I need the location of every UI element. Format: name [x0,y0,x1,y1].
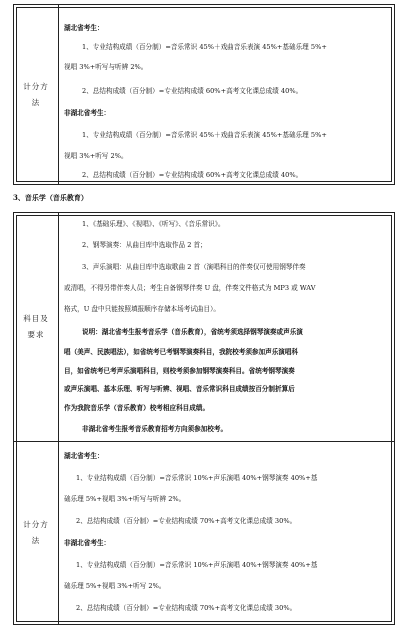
text-line: 3、声乐演唱：从曲目库中选取歌曲 2 首（演唱科目的伴奏仅可使用钢琴伴奏 [82,263,306,271]
text-line: 础乐理 5%+视唱 3%+听写与听辨 2%。 [64,495,186,503]
text-line: 视唱 3%+听写 2%。 [64,152,128,160]
text-line: 1、专业结构成绩（百分制）=音乐常识 10%+声乐演唱 40%+钢琴演奏 40%+基 [76,474,318,482]
group-heading: 湖北省考生： [64,24,104,32]
text-line: 1、专业结构成绩（百分制）=音乐常识 10%+声乐演唱 40%+钢琴演奏 40%+基 [76,561,318,569]
text-line: 1、《基础乐理》、《视唱》、《听写》、《音乐常识》。 [82,220,225,228]
score-label-cell [14,441,59,624]
text-line: 视唱 3%+听写与听辨 2%。 [64,63,148,71]
text-line: 格式，U 盘中只能按照填报顺序存储本场考试曲目）。 [64,305,221,313]
subjects-label: 科目及要求 [23,314,49,339]
text-line: 1、专业结构成绩（百分制）=音乐常识 45%＋戏曲音乐表演 45%+基础乐理 5%+ [82,131,327,139]
row-label: 计分方法 [23,81,49,107]
text-line: 2、总结构成绩（百分制）=专业结构成绩 70%+高考文化课总成绩 30%。 [76,517,297,525]
group-heading: 非湖北省考生： [64,539,111,547]
note-line: 说明：湖北省考生报考音乐学（音乐教育），省统考须选择钢琴演奏或声乐演 [82,328,303,336]
score-label: 计分方法 [23,519,49,545]
group-heading: 非湖北省考生： [64,109,111,117]
row-label-cell [14,5,59,184]
text-line: 2、总结构成绩（百分制）=专业结构成绩 60%+高考文化课总成绩 40%。 [82,87,303,95]
note-line: 作为我院音乐学（音乐教育）校考相应科目成绩。 [64,404,210,412]
music-education-table [13,212,395,625]
text-line: 或清唱，不得另带伴奏人员；考生自备钢琴伴奏 U 盘，伴奏文件格式为 MP3 或 WAV [64,284,316,292]
group-heading: 湖北省考生： [64,452,104,460]
text-line: 础乐理 5%+视唱 3%+听写 2%。 [64,582,166,590]
text-line: 1、专业结构成绩（百分制）=音乐常识 45%＋戏曲音乐表演 45%+基础乐理 5%+ [82,43,327,51]
text-line: 2、总结构成绩（百分制）=专业结构成绩 70%+高考文化课总成绩 30%。 [76,604,297,612]
subjects-content-cell [64,213,390,441]
content-cell [64,5,390,184]
note-line: 非湖北省考生报考音乐教育招考方向须参加校考。 [82,425,228,433]
text-line: 2、总结构成绩（百分制）=专业结构成绩 60%+高考文化课总成绩 40%。 [82,171,303,179]
text-line: 2、钢琴演奏：从曲目库中选取作品 2 首； [82,241,207,249]
section-title: 3、音乐学（音乐教育） [13,193,88,202]
note-line: 唱（美声、民族唱法），如省统考已考钢琴演奏科目，我院校考须参加声乐演唱科 [64,348,299,356]
note-line: 目，如省统考已考声乐演唱科目，则校考须参加钢琴演奏科目。省统考钢琴演奏 [64,367,295,375]
subjects-label-cell [14,213,59,441]
score-content-cell [64,441,390,624]
score-method-table-1 [13,4,395,185]
note-line: 或声乐演唱、基本乐理、听写与听辨、视唱、音乐常识科目成绩按百分制折算后 [64,385,295,393]
